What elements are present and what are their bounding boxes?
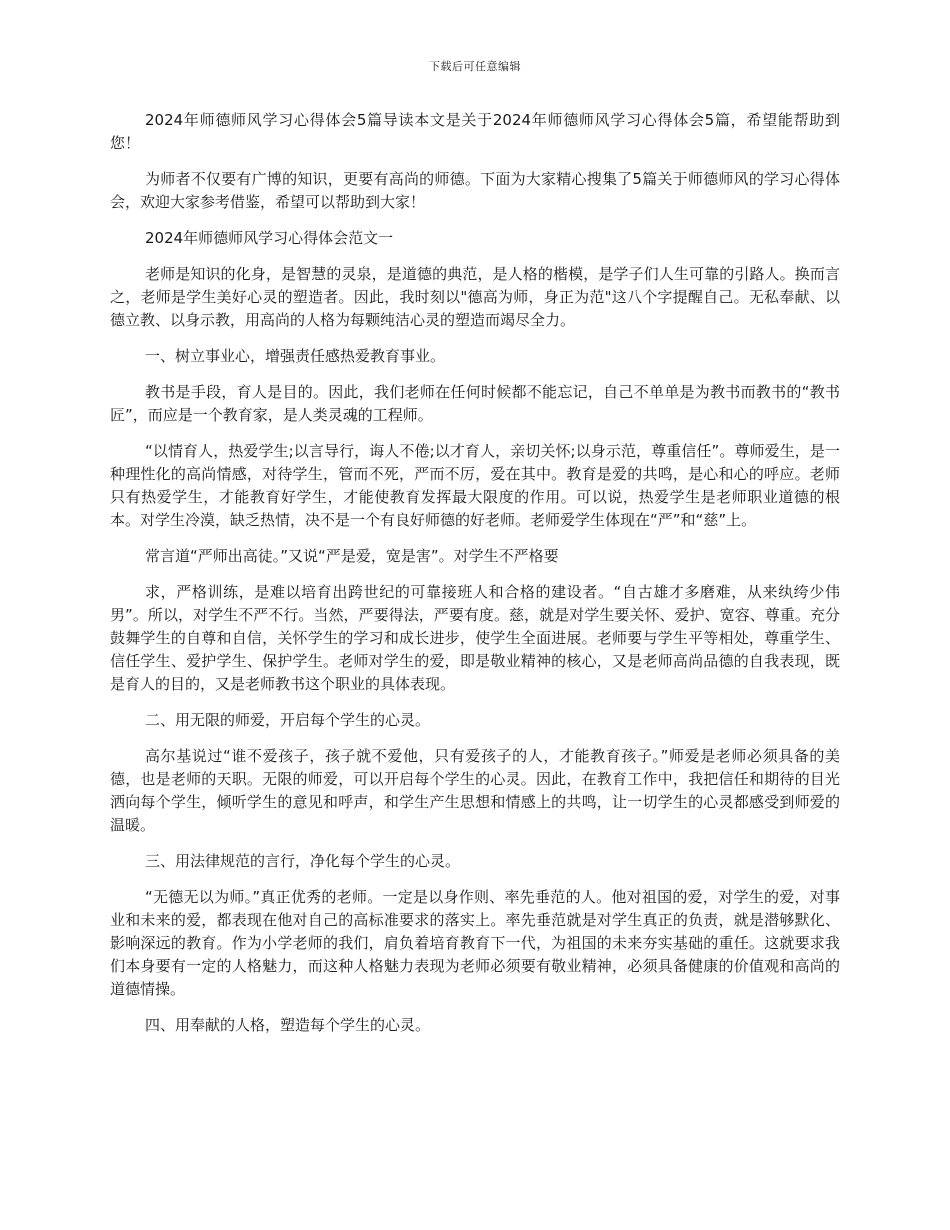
- heading-four: 四、用奉献的人格，塑造每个学生的心灵。: [145, 1016, 431, 1034]
- heading-one: 一、树立事业心，增强责任感热爱教育事业。: [145, 347, 446, 365]
- paragraph: 求，严格训练，是难以培育出跨世纪的可靠接班人和合格的建设者。“自古雄才多磨难，从来纨绔少伟男”。所以，对学生不严不行。当然，严要得法，严要有度。慈，就是对学生要关怀、爱护、宽容、尊重。充分鼓舞学生的自尊和自信，关怀学生的学习和成长进步，使学生全面进展。老师要与学生平等相处，尊重学生、信任学生、爱护学生、保护学生。老师对学生的爱，即是敬业精神的核心，又是老师高尚品德的自我表现，既是育人的目的，又是老师教书这个职业的具体表现。: [110, 583, 840, 693]
- paragraph-preface: 为师者不仅要有广博的知识，更要有高尚的师德。下面为大家精心搜集了5篇关于师德师风的学习心得体会，欢迎大家参考借鉴，希望可以帮助到大家！: [110, 170, 840, 211]
- document-body: [110, 109, 840, 1050]
- paragraph: “以情育人，热爱学生;以言导行，诲人不倦;以才育人，亲切关怀;以身示范，尊重信任”。尊师爱生，是一种理性化的高尚情感，对待学生，管而不死，严而不厉，爱在其中。教育是爱的共鸣，是心和心的呼应。老师只有热爱学生，才能教育好学生，才能使教育发挥最大限度的作用。可以说，热爱学生是老师职业道德的根本。对学生冷漠，缺乏热情，决不是一个有良好师德的好老师。老师爱学生体现在“严”和“慈”上。: [110, 442, 840, 529]
- paragraph: 高尔基说过“谁不爱孩子，孩子就不爱他，只有爱孩子的人，才能教育孩子。”师爱是老师必须具备的美德，也是老师的天职。无限的师爱，可以开启每个学生的心灵。因此，在教育工作中，我把信任和期待的目光洒向每个学生，倾听学生的意见和呼声，和学生产生思想和情感上的共鸣，让一切学生的心灵都感受到师爱的温暖。: [110, 747, 840, 834]
- paragraph: 教书是手段，育人是目的。因此，我们老师在任何时候都不能忘记，自己不单单是为教书而教书的“教书匠”，而应是一个教育家，是人类灵魂的工程师。: [110, 383, 840, 424]
- paragraph-intro: 2024年师德师风学习心得体会5篇导读本文是关于2024年师德师风学习心得体会5篇，希望能帮助到您！: [110, 111, 840, 152]
- paragraph: “无德无以为师。”真正优秀的老师。一定是以身作则、率先垂范的人。他对祖国的爱，对学生的爱，对事业和未来的爱，都表现在他对自己的高标准要求的落实上。率先垂范就是对学生真正的负责，就是潜够默化、影响深远的教育。作为小学老师的我们，肩负着培育教育下一代，为祖国的未来夯实基础的重任。这就要求我们本身要有一定的人格魅力，而这种人格魅力表现为老师必须要有敬业精神，必须具备健康的价值观和高尚的道德情操。: [110, 888, 840, 998]
- section-title: 2024年师德师风学习心得体会范文一: [145, 229, 394, 247]
- heading-two: 二、用无限的师爱，开启每个学生的心灵。: [145, 711, 431, 729]
- heading-three: 三、用法律规范的言行，净化每个学生的心灵。: [145, 852, 461, 870]
- paragraph: 常言道“严师出高徒。”又说“严是爱，宽是害”。对学生不严格要: [145, 547, 559, 565]
- paragraph: 老师是知识的化身，是智慧的灵泉，是道德的典范，是人格的楷模，是学子们人生可靠的引路人。换而言之，老师是学生美好心灵的塑造者。因此，我时刻以"德高为师，身正为范"这八个字提醒自己。无私奉献、以德立教、以身示教，用高尚的人格为每颗纯洁心灵的塑造而竭尽全力。: [110, 265, 840, 329]
- page-header-note: 下载后可任意编辑: [429, 60, 521, 73]
